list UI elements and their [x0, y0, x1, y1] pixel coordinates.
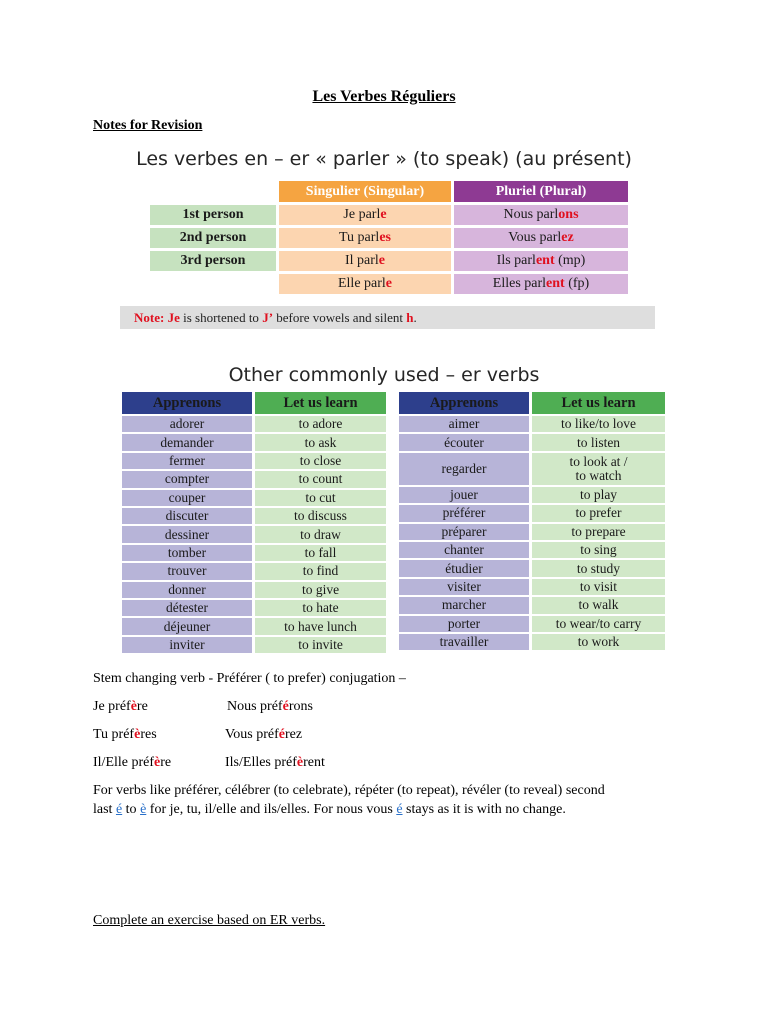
note-text-1: is shortened to	[179, 309, 263, 325]
plural-form	[454, 228, 628, 248]
para-text: for je, tu, il/elle and ils/elles. For nous vous	[146, 802, 397, 817]
verb-en: to wear/to carry	[532, 616, 665, 632]
stem-part: re	[136, 699, 148, 714]
verb-fr: inviter	[122, 637, 252, 653]
stem-part: Ils/Elles préf	[225, 755, 297, 770]
stem-part: Tu préf	[93, 727, 135, 742]
verbs-figure	[93, 350, 675, 656]
verbs-heading: Other commonly used – er verbs	[228, 364, 540, 386]
person-label	[150, 274, 276, 294]
singular-ending: e	[385, 276, 393, 291]
singular-stem: Il parl	[344, 253, 379, 268]
note-je: Je	[167, 309, 180, 325]
singular-ending: e	[380, 207, 387, 222]
verb-en: to adore	[255, 416, 386, 432]
header-let-us-learn: Let us learn	[255, 392, 386, 414]
para-e-grave: è	[140, 802, 147, 817]
verb-fr: regarder	[399, 453, 529, 485]
verb-en: to have lunch	[255, 618, 386, 634]
stem-part: re	[160, 755, 172, 770]
verb-en: to walk	[532, 597, 665, 613]
note-h: h	[406, 309, 414, 325]
verb-en: to sing	[532, 542, 665, 558]
stem-part: Vous préf	[225, 727, 279, 742]
verb-en: to fall	[255, 545, 386, 561]
verb-en: to listen	[532, 434, 665, 450]
verb-fr: étudier	[399, 560, 529, 576]
stem-singular	[93, 755, 171, 771]
verb-en: to invite	[255, 637, 386, 653]
conjugation-heading: Les verbes en – er « parler » (to speak) (au présent)	[136, 148, 632, 170]
verb-fr: jouer	[399, 487, 529, 503]
note-j: J’	[262, 309, 274, 325]
stem-part: Il/Elle préf	[93, 755, 155, 770]
para-e-acute: é	[396, 802, 403, 817]
verb-en: to visit	[532, 579, 665, 595]
stem-part: rent	[303, 755, 325, 770]
singular-form	[279, 274, 451, 294]
stem-part: rons	[288, 699, 313, 714]
verb-en: to play	[532, 487, 665, 503]
stem-plural	[225, 755, 325, 771]
stem-accent: è	[134, 727, 141, 742]
stem-intro: Stem changing verb - Préférer ( to prefer) conjugation –	[93, 671, 406, 686]
verb-fr: dessiner	[122, 526, 252, 542]
exercise-instruction: Complete an exercise based on ER verbs.	[93, 913, 326, 928]
verb-fr: couper	[122, 490, 252, 506]
plural-stem: Nous parl	[503, 207, 559, 222]
person-label: 1st person	[150, 205, 276, 225]
verb-en: to look at / to watch	[532, 453, 665, 485]
verb-fr: adorer	[122, 416, 252, 432]
plural-form	[454, 274, 628, 294]
singular-header: Singulier (Singular)	[279, 181, 451, 202]
plural-form	[454, 205, 628, 225]
verb-fr: demander	[122, 434, 252, 450]
verb-fr: marcher	[399, 597, 529, 613]
plural-stem: Ils parl	[496, 253, 536, 268]
verb-fr: détester	[122, 600, 252, 616]
plural-tail: (mp)	[554, 253, 586, 268]
verb-fr: compter	[122, 471, 252, 487]
verb-en: to prefer	[532, 505, 665, 521]
verb-fr: aimer	[399, 416, 529, 432]
stem-part: Nous préf	[227, 699, 283, 714]
verb-en: to discuss	[255, 508, 386, 524]
stem-paragraph-line-1: For verbs like préférer, célébrer (to celebrate), répéter (to repeat), révéler (to reveal) second	[93, 783, 605, 798]
singular-form	[279, 205, 451, 225]
plural-header: Pluriel (Plural)	[454, 181, 628, 202]
verb-en: to ask	[255, 434, 386, 450]
verb-en: to like/to love	[532, 416, 665, 432]
verb-fr: préférer	[399, 505, 529, 521]
para-text: to	[122, 802, 141, 817]
plural-ending: ent	[535, 253, 555, 268]
verb-en: to prepare	[532, 524, 665, 540]
stem-singular	[93, 699, 148, 715]
plural-ending: ez	[561, 230, 574, 245]
singular-form	[279, 251, 451, 271]
verb-fr: porter	[399, 616, 529, 632]
verb-fr: fermer	[122, 453, 252, 469]
singular-ending: e	[378, 253, 386, 268]
verb-fr: travailler	[399, 634, 529, 650]
header-apprenons: Apprenons	[399, 392, 529, 414]
plural-stem: Vous parl	[508, 230, 562, 245]
verb-fr: discuter	[122, 508, 252, 524]
stem-part: rez	[285, 727, 303, 742]
stem-plural	[227, 699, 313, 715]
stem-part: Je préf	[93, 699, 131, 714]
singular-form	[279, 228, 451, 248]
stem-part: res	[140, 727, 157, 742]
verb-en: to draw	[255, 526, 386, 542]
verb-en: to hate	[255, 600, 386, 616]
verb-en: to give	[255, 582, 386, 598]
stem-singular	[93, 727, 157, 743]
singular-ending: es	[379, 230, 391, 245]
verb-en: to count	[255, 471, 386, 487]
stem-accent: é	[278, 727, 286, 742]
stem-accent: è	[130, 699, 137, 714]
singular-stem: Tu parl	[339, 230, 380, 245]
verb-fr: trouver	[122, 563, 252, 579]
person-label: 3rd person	[150, 251, 276, 271]
para-text: stays as it is with no change.	[402, 802, 566, 817]
verb-fr: tomber	[122, 545, 252, 561]
verb-en: to close	[255, 453, 386, 469]
verb-en: to find	[255, 563, 386, 579]
verb-fr: écouter	[399, 434, 529, 450]
conjugation-note	[120, 306, 655, 329]
plural-form	[454, 251, 628, 271]
plural-ending: ons	[558, 207, 579, 222]
verb-en: to cut	[255, 490, 386, 506]
plural-stem: Elles parl	[492, 276, 547, 291]
verb-fr: déjeuner	[122, 618, 252, 634]
conjugation-figure	[93, 146, 675, 336]
header-let-us-learn: Let us learn	[532, 392, 665, 414]
page-title: Les Verbes Réguliers	[312, 88, 456, 105]
verb-en: to study	[532, 560, 665, 576]
note-end: .	[413, 309, 417, 325]
stem-accent: é	[282, 699, 289, 714]
verb-fr: visiter	[399, 579, 529, 595]
plural-ending: ent	[546, 276, 565, 291]
note-text-2: before vowels and silent	[273, 309, 407, 325]
stem-accent: è	[296, 755, 304, 770]
para-e-acute: é	[115, 802, 123, 817]
stem-plural	[225, 727, 302, 743]
stem-accent: è	[154, 755, 161, 770]
note-label: Note:	[134, 309, 165, 325]
section-heading: Notes for Revision	[93, 118, 203, 133]
person-label: 2nd person	[150, 228, 276, 248]
verb-fr: préparer	[399, 524, 529, 540]
para-text: last	[93, 802, 116, 817]
singular-stem: Je parl	[343, 207, 381, 222]
header-apprenons: Apprenons	[122, 392, 252, 414]
verb-en: to work	[532, 634, 665, 650]
singular-stem: Elle parl	[337, 276, 386, 291]
verb-fr: donner	[122, 582, 252, 598]
verb-fr: chanter	[399, 542, 529, 558]
plural-tail: (fp)	[564, 276, 590, 291]
stem-paragraph-line-2	[93, 802, 566, 818]
